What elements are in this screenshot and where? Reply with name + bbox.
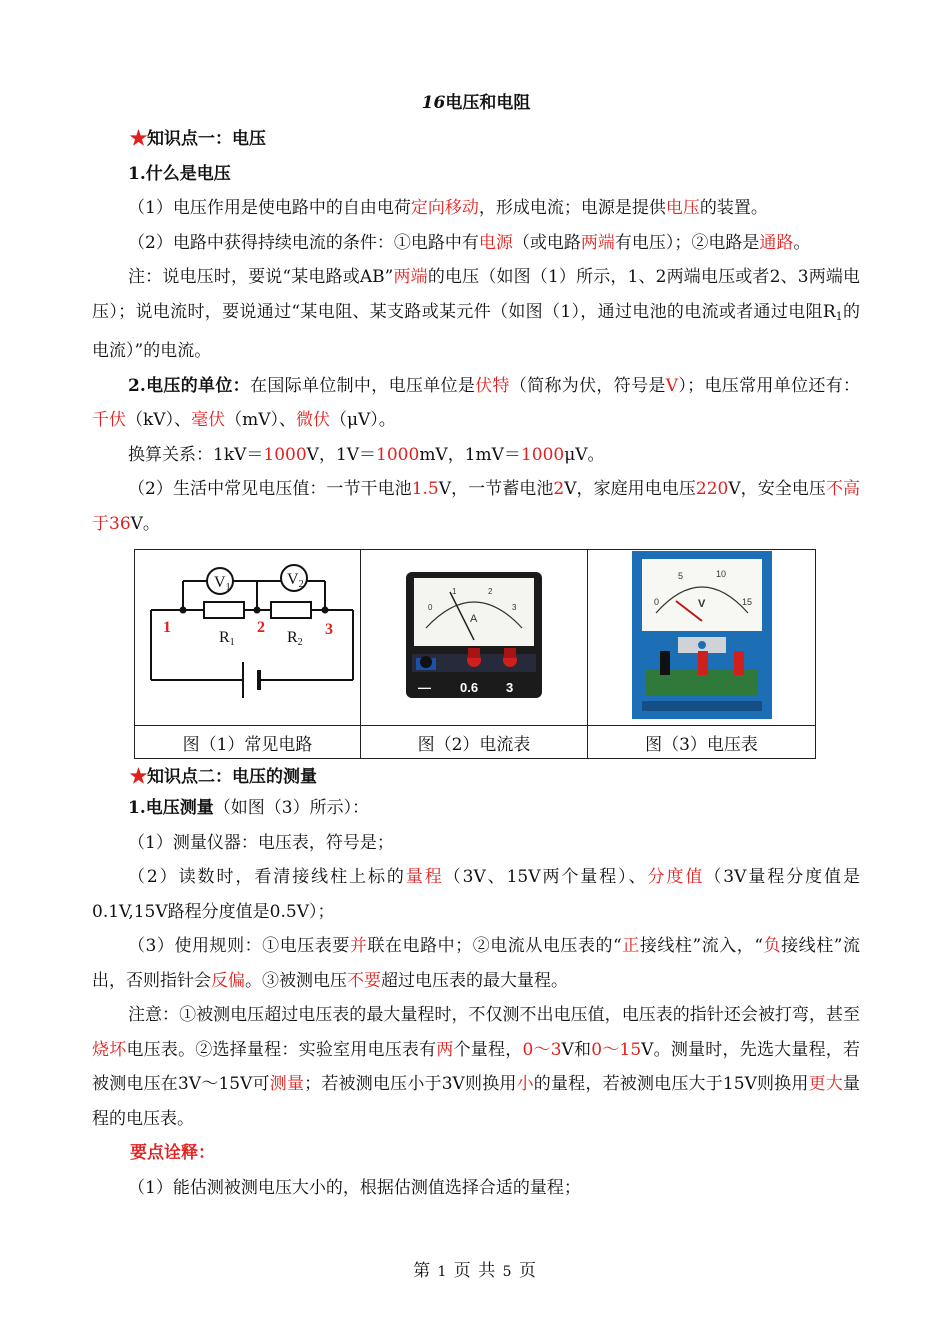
figure-ammeter [361, 550, 588, 726]
figure-circuit [135, 550, 361, 726]
kp2-para4: 注意：①被测电压超过电压表的最大量程时，不仅测不出电压值，电压表的指针还会被打弯，甚至烧坏电压表。②选择量程：实验室用电压表有两个量程，0～3V和0～15V。测量时，先选大量程，若被测电压在3V～15V可测量；若被测电压小于3V则换用小的量程，若被测电压大于15V则换用更大量程的电压表。 [92, 1005, 861, 1129]
circuit-diagram [137, 550, 359, 720]
kp1-conversion: 换算关系：1kV＝1000V，1V＝1000mV，1mV＝1000μV。 [128, 444, 605, 465]
kp1-note: 注：说电压时，要说“某电路或AB”两端的电压（如图（1）所示，1、2两端电压或者2、3两端电压）；说电流时，要说通过“某电阻、某支路或某元件（如图（1），通过电池的电流或者通过电阻$R_1$的电流）”的电流。 [92, 267, 861, 361]
voltmeter-unit: V [697, 598, 705, 610]
ammeter-terminal-0.6: 0.6 [460, 680, 479, 695]
document-page [92, 88, 860, 1205]
chapter-title: 电压和电阻 [445, 93, 531, 113]
caption-voltmeter: 图（3）电压表 [588, 726, 816, 759]
node-1-label: 1 [162, 619, 171, 636]
ammeter-unit: A [470, 613, 478, 625]
junction-2 [253, 607, 260, 614]
ammeter-terminal-minus: — [418, 680, 431, 695]
node-3-label: 3 [324, 621, 333, 638]
kp2-para3: （3）使用规则：①电压表要并联在电路中；②电流从电压表的“正接线柱”流入，“负接线柱”流出，否则指针会反偏。③被测电压不要超过电压表的最大量程。 [92, 936, 860, 991]
junction-1 [179, 607, 186, 614]
voltmeter-image [632, 551, 772, 719]
ammeter-image [404, 570, 544, 700]
v1-label: V1 [213, 574, 231, 593]
page-footer: 第 1 页 共 5 页 [413, 1261, 537, 1281]
v2-label: V2 [286, 571, 304, 590]
ammeter-terminal-3: 3 [506, 680, 514, 695]
ammeter-tick-3: 3 [512, 603, 517, 612]
kp1-common-values: （2）生活中常见电压值：一节干电池1.5V，一节蓄电池2V，家庭用电电压220V，安全电压不高于36V。 [92, 479, 860, 534]
kp2-heading: ★知识点二：电压的测量 [130, 767, 317, 787]
ammeter-tick-2: 2 [488, 587, 493, 596]
ammeter-tick-1: 1 [452, 587, 457, 596]
caption-circuit: 图（1）常见电路 [135, 726, 361, 759]
caption-ammeter: 图（2）电流表 [361, 726, 588, 759]
figure-table [134, 549, 816, 759]
r1-label: R1 [218, 629, 235, 648]
figure-voltmeter [588, 550, 816, 726]
kp2-para1: （1）测量仪器：电压表，符号是； [128, 832, 394, 853]
kp1-para1: （1）电压作用是使电路中的自由电荷定向移动，形成电流；电源是提供电压的装置。 [128, 198, 768, 218]
voltmeter-tick-10: 10 [715, 569, 726, 579]
voltmeter-tick-5: 5 [677, 571, 683, 581]
kp1-section1-heading: 1.什么是电压 [128, 163, 231, 184]
star-icon: ★ [130, 767, 147, 787]
kp1-units: 2.电压的单位：在国际单位制中，电压单位是伏特（简称为伏，符号是V）；电压常用单位还有：千伏（kV）、毫伏（mV）、微伏（μV）。 [92, 375, 861, 430]
r2-label: R2 [286, 629, 303, 648]
key-point-1: （1）能估测被测电压大小的，根据估测值选择合适的量程； [128, 1177, 581, 1198]
kp2-section1: 1.电压测量（如图（3）所示）： [128, 798, 370, 818]
kp1-para2: （2）电路中获得持续电流的条件：①电路中有电源（或电路两端有电压）；②电路是通路。 [128, 232, 811, 253]
page-number: 1 [437, 1264, 448, 1280]
star-icon: ★ [130, 129, 147, 149]
page-title [92, 88, 860, 112]
page-total: 5 [502, 1264, 513, 1280]
key-points-heading: 要点诠释： [130, 1143, 215, 1163]
junction-3 [321, 607, 328, 614]
kp1-heading: ★知识点一：电压 [130, 129, 266, 149]
voltmeter-tick-15: 15 [741, 597, 752, 607]
voltmeter-tick-0: 0 [653, 597, 659, 607]
node-2-label: 2 [256, 619, 265, 636]
chapter-number: 16 [421, 93, 446, 113]
ammeter-tick-0: 0 [428, 603, 433, 612]
kp2-para2: （2）读数时，看清接线柱上标的量程（3V、15V两个量程）、分度值（3V量程分度值是0.1V,15V路程分度值是0.5V）； [92, 867, 860, 922]
